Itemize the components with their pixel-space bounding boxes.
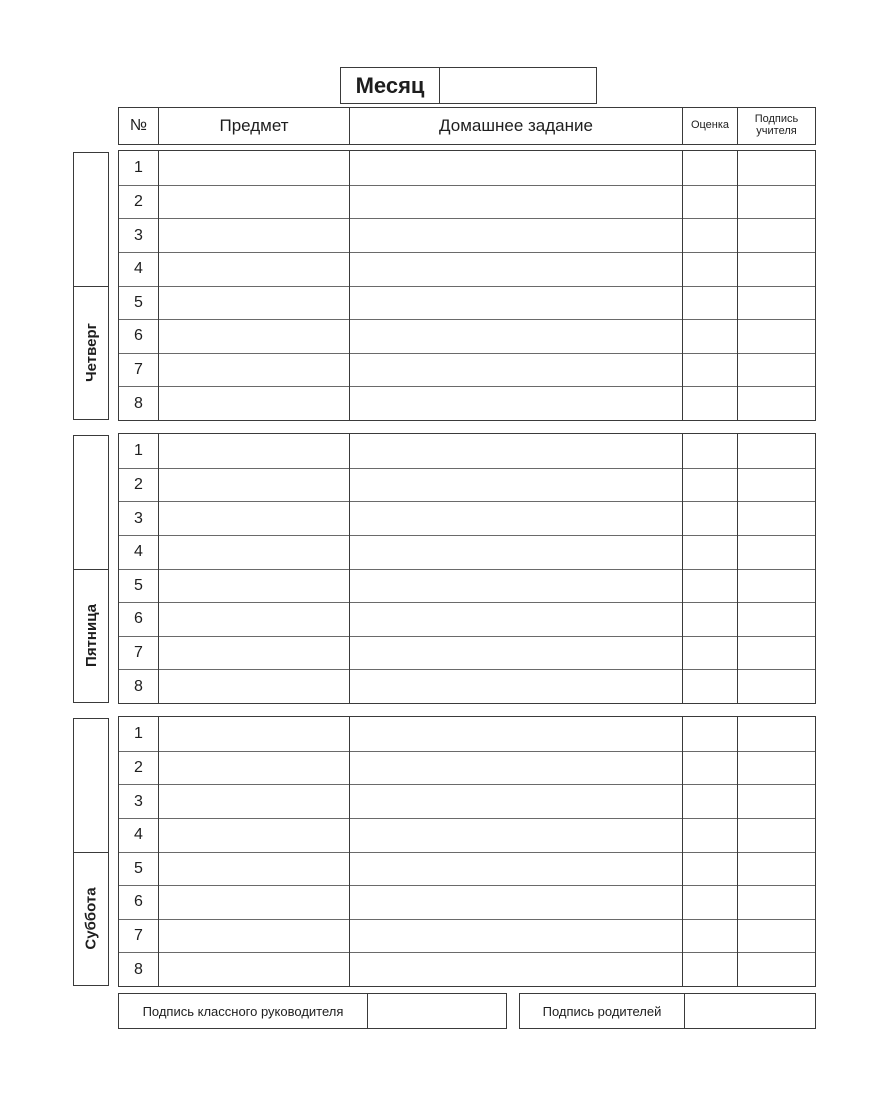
grade-cell[interactable]: [682, 670, 737, 703]
subject-cell[interactable]: [158, 354, 349, 387]
teacher-signature-cell[interactable]: [737, 920, 815, 953]
teacher-signature-cell[interactable]: [737, 717, 815, 751]
teacher-signature-line1: Подпись: [754, 113, 799, 126]
subject-cell[interactable]: [158, 603, 349, 636]
subject-cell[interactable]: [158, 287, 349, 320]
lesson-number: 7: [134, 644, 143, 662]
teacher-signature-cell[interactable]: [737, 670, 815, 703]
lesson-number: 6: [134, 610, 143, 628]
homework-cell[interactable]: [349, 819, 682, 852]
lesson-number: 3: [134, 509, 143, 527]
homework-cell[interactable]: [349, 853, 682, 886]
homework-cell[interactable]: [349, 502, 682, 535]
grade-cell[interactable]: [682, 287, 737, 320]
subject-cell[interactable]: [158, 953, 349, 986]
lesson-number: 2: [134, 475, 143, 493]
teacher-signature-cell[interactable]: [737, 320, 815, 353]
homework-cell[interactable]: [349, 752, 682, 785]
column-divider: [158, 717, 159, 986]
column-divider: [682, 434, 683, 703]
subject-cell[interactable]: [158, 752, 349, 785]
homework-cell[interactable]: [349, 785, 682, 818]
subject-cell[interactable]: [158, 886, 349, 919]
lesson-row: [119, 602, 815, 636]
subject-cell[interactable]: [158, 920, 349, 953]
lesson-row: [119, 434, 815, 468]
teacher-signature-cell[interactable]: [737, 536, 815, 569]
grade-cell[interactable]: [682, 186, 737, 219]
lesson-number: 8: [134, 677, 143, 695]
subject-cell[interactable]: [158, 469, 349, 502]
lesson-row: [119, 669, 815, 703]
column-header-subject: Предмет: [158, 108, 349, 144]
subject-cell[interactable]: [158, 320, 349, 353]
homework-cell[interactable]: [349, 603, 682, 636]
class-teacher-signature-box: [118, 993, 507, 1029]
lesson-number: 8: [134, 960, 143, 978]
lesson-row: [119, 952, 815, 986]
column-divider: [682, 717, 683, 986]
subject-cell[interactable]: [158, 536, 349, 569]
grade-cell[interactable]: [682, 752, 737, 785]
grade-cell[interactable]: [682, 570, 737, 603]
teacher-signature-cell[interactable]: [737, 853, 815, 886]
day-tab-saturday: [73, 718, 109, 986]
grade-cell[interactable]: [682, 819, 737, 852]
parents-signature-box: [519, 993, 816, 1029]
subject-cell[interactable]: [158, 151, 349, 185]
homework-cell[interactable]: [349, 151, 682, 185]
column-divider: [737, 151, 738, 420]
column-header-row: [118, 107, 816, 145]
parents-signature-field[interactable]: [685, 994, 815, 1028]
homework-cell[interactable]: [349, 219, 682, 252]
column-divider: [158, 434, 159, 703]
teacher-signature-cell[interactable]: [737, 502, 815, 535]
column-header-number: №: [129, 116, 148, 134]
homework-cell[interactable]: [349, 287, 682, 320]
grade-cell[interactable]: [682, 354, 737, 387]
teacher-signature-cell[interactable]: [737, 253, 815, 286]
grade-cell[interactable]: [682, 853, 737, 886]
homework-cell[interactable]: [349, 570, 682, 603]
teacher-signature-cell[interactable]: [737, 219, 815, 252]
class-teacher-signature-field[interactable]: [368, 994, 506, 1028]
lesson-number: 3: [134, 792, 143, 810]
lesson-row: [119, 386, 815, 420]
homework-cell[interactable]: [349, 186, 682, 219]
grade-cell[interactable]: [682, 502, 737, 535]
subject-cell[interactable]: [158, 853, 349, 886]
homework-cell[interactable]: [349, 253, 682, 286]
day-label-saturday: Суббота: [82, 887, 100, 950]
teacher-signature-cell[interactable]: [737, 469, 815, 502]
subject-cell[interactable]: [158, 637, 349, 670]
lesson-number: 1: [134, 441, 143, 459]
lesson-row: [119, 218, 815, 252]
month-input[interactable]: [440, 67, 597, 104]
homework-cell[interactable]: [349, 469, 682, 502]
lesson-row: [119, 185, 815, 219]
grade-cell[interactable]: [682, 953, 737, 986]
homework-cell[interactable]: [349, 354, 682, 387]
subject-cell[interactable]: [158, 670, 349, 703]
subject-cell[interactable]: [158, 219, 349, 252]
teacher-signature-cell[interactable]: [737, 953, 815, 986]
subject-cell[interactable]: [158, 717, 349, 751]
column-header-homework: Домашнее задание: [349, 108, 682, 144]
lesson-row: [119, 319, 815, 353]
grade-cell[interactable]: [682, 387, 737, 420]
teacher-signature-cell[interactable]: [737, 186, 815, 219]
grade-cell[interactable]: [682, 536, 737, 569]
teacher-signature-cell[interactable]: [737, 287, 815, 320]
teacher-signature-cell[interactable]: [737, 752, 815, 785]
lesson-row: [119, 784, 815, 818]
subject-cell[interactable]: [158, 387, 349, 420]
lesson-number: 6: [134, 893, 143, 911]
lesson-row: [119, 468, 815, 502]
lesson-row: [119, 852, 815, 886]
lesson-number: 1: [134, 158, 143, 176]
teacher-signature-cell[interactable]: [737, 785, 815, 818]
class-teacher-signature-label: Подпись классного руководителя: [119, 994, 368, 1028]
teacher-signature-cell[interactable]: [737, 570, 815, 603]
subject-cell[interactable]: [158, 570, 349, 603]
lesson-number: 8: [134, 394, 143, 412]
grade-cell[interactable]: [682, 717, 737, 751]
grade-cell[interactable]: [682, 469, 737, 502]
lesson-grid-saturday: [118, 716, 816, 987]
column-divider: [349, 151, 350, 420]
grade-cell[interactable]: [682, 219, 737, 252]
lesson-number: 5: [134, 576, 143, 594]
subject-cell[interactable]: [158, 785, 349, 818]
subject-cell[interactable]: [158, 434, 349, 468]
subject-cell[interactable]: [158, 502, 349, 535]
homework-cell[interactable]: [349, 953, 682, 986]
grade-cell[interactable]: [682, 920, 737, 953]
lesson-grid-friday: [118, 433, 816, 704]
homework-cell[interactable]: [349, 886, 682, 919]
lesson-number: 2: [134, 192, 143, 210]
lesson-row: [119, 818, 815, 852]
teacher-signature-cell[interactable]: [737, 387, 815, 420]
lesson-row: [119, 751, 815, 785]
lesson-number: 6: [134, 327, 143, 345]
lesson-number: 4: [134, 826, 143, 844]
lesson-row: [119, 535, 815, 569]
teacher-signature-cell[interactable]: [737, 434, 815, 468]
teacher-signature-cell[interactable]: [737, 151, 815, 185]
column-header-grade: Оценка: [682, 108, 737, 144]
grade-cell[interactable]: [682, 785, 737, 818]
month-label: Месяц: [340, 67, 440, 104]
column-divider: [349, 717, 350, 986]
column-divider: [158, 151, 159, 420]
grade-cell[interactable]: [682, 320, 737, 353]
lesson-number: 2: [134, 758, 143, 776]
column-divider: [737, 717, 738, 986]
lesson-row: [119, 151, 815, 185]
lesson-row: [119, 501, 815, 535]
lesson-row: [119, 286, 815, 320]
grade-cell[interactable]: [682, 603, 737, 636]
grade-cell[interactable]: [682, 253, 737, 286]
grade-cell[interactable]: [682, 434, 737, 468]
teacher-signature-cell[interactable]: [737, 886, 815, 919]
homework-cell[interactable]: [349, 670, 682, 703]
subject-cell[interactable]: [158, 819, 349, 852]
lesson-number: 5: [134, 859, 143, 877]
teacher-signature-cell[interactable]: [737, 637, 815, 670]
day-tab-friday: [73, 435, 109, 703]
homework-cell[interactable]: [349, 387, 682, 420]
lesson-row: [119, 252, 815, 286]
lesson-row: [119, 717, 815, 751]
homework-cell[interactable]: [349, 434, 682, 468]
grade-cell[interactable]: [682, 886, 737, 919]
column-divider: [349, 434, 350, 703]
teacher-signature-cell[interactable]: [737, 819, 815, 852]
grade-cell[interactable]: [682, 637, 737, 670]
lesson-number: 1: [134, 724, 143, 742]
day-tab-thursday: [73, 152, 109, 420]
homework-cell[interactable]: [349, 320, 682, 353]
grade-cell[interactable]: [682, 151, 737, 185]
homework-cell[interactable]: [349, 637, 682, 670]
parents-signature-label: Подпись родителей: [520, 994, 685, 1028]
teacher-signature-cell[interactable]: [737, 354, 815, 387]
lesson-number: 4: [134, 543, 143, 561]
column-divider: [737, 434, 738, 703]
lesson-grid-thursday: [118, 150, 816, 421]
lesson-row: [119, 353, 815, 387]
column-divider: [682, 151, 683, 420]
lesson-number: 7: [134, 927, 143, 945]
lesson-number: 5: [134, 293, 143, 311]
day-label-thursday: Четверг: [82, 323, 100, 382]
lesson-number: 3: [134, 226, 143, 244]
homework-cell[interactable]: [349, 536, 682, 569]
column-header-teacher-signature: [737, 108, 815, 144]
lesson-number: 7: [134, 361, 143, 379]
lesson-row: [119, 885, 815, 919]
teacher-signature-cell[interactable]: [737, 603, 815, 636]
homework-cell[interactable]: [349, 717, 682, 751]
lesson-row: [119, 919, 815, 953]
homework-cell[interactable]: [349, 920, 682, 953]
lesson-row: [119, 636, 815, 670]
day-label-friday: Пятница: [82, 604, 100, 667]
teacher-signature-line2: учителя: [756, 125, 797, 137]
subject-cell[interactable]: [158, 253, 349, 286]
subject-cell[interactable]: [158, 186, 349, 219]
lesson-row: [119, 569, 815, 603]
lesson-number: 4: [134, 260, 143, 278]
